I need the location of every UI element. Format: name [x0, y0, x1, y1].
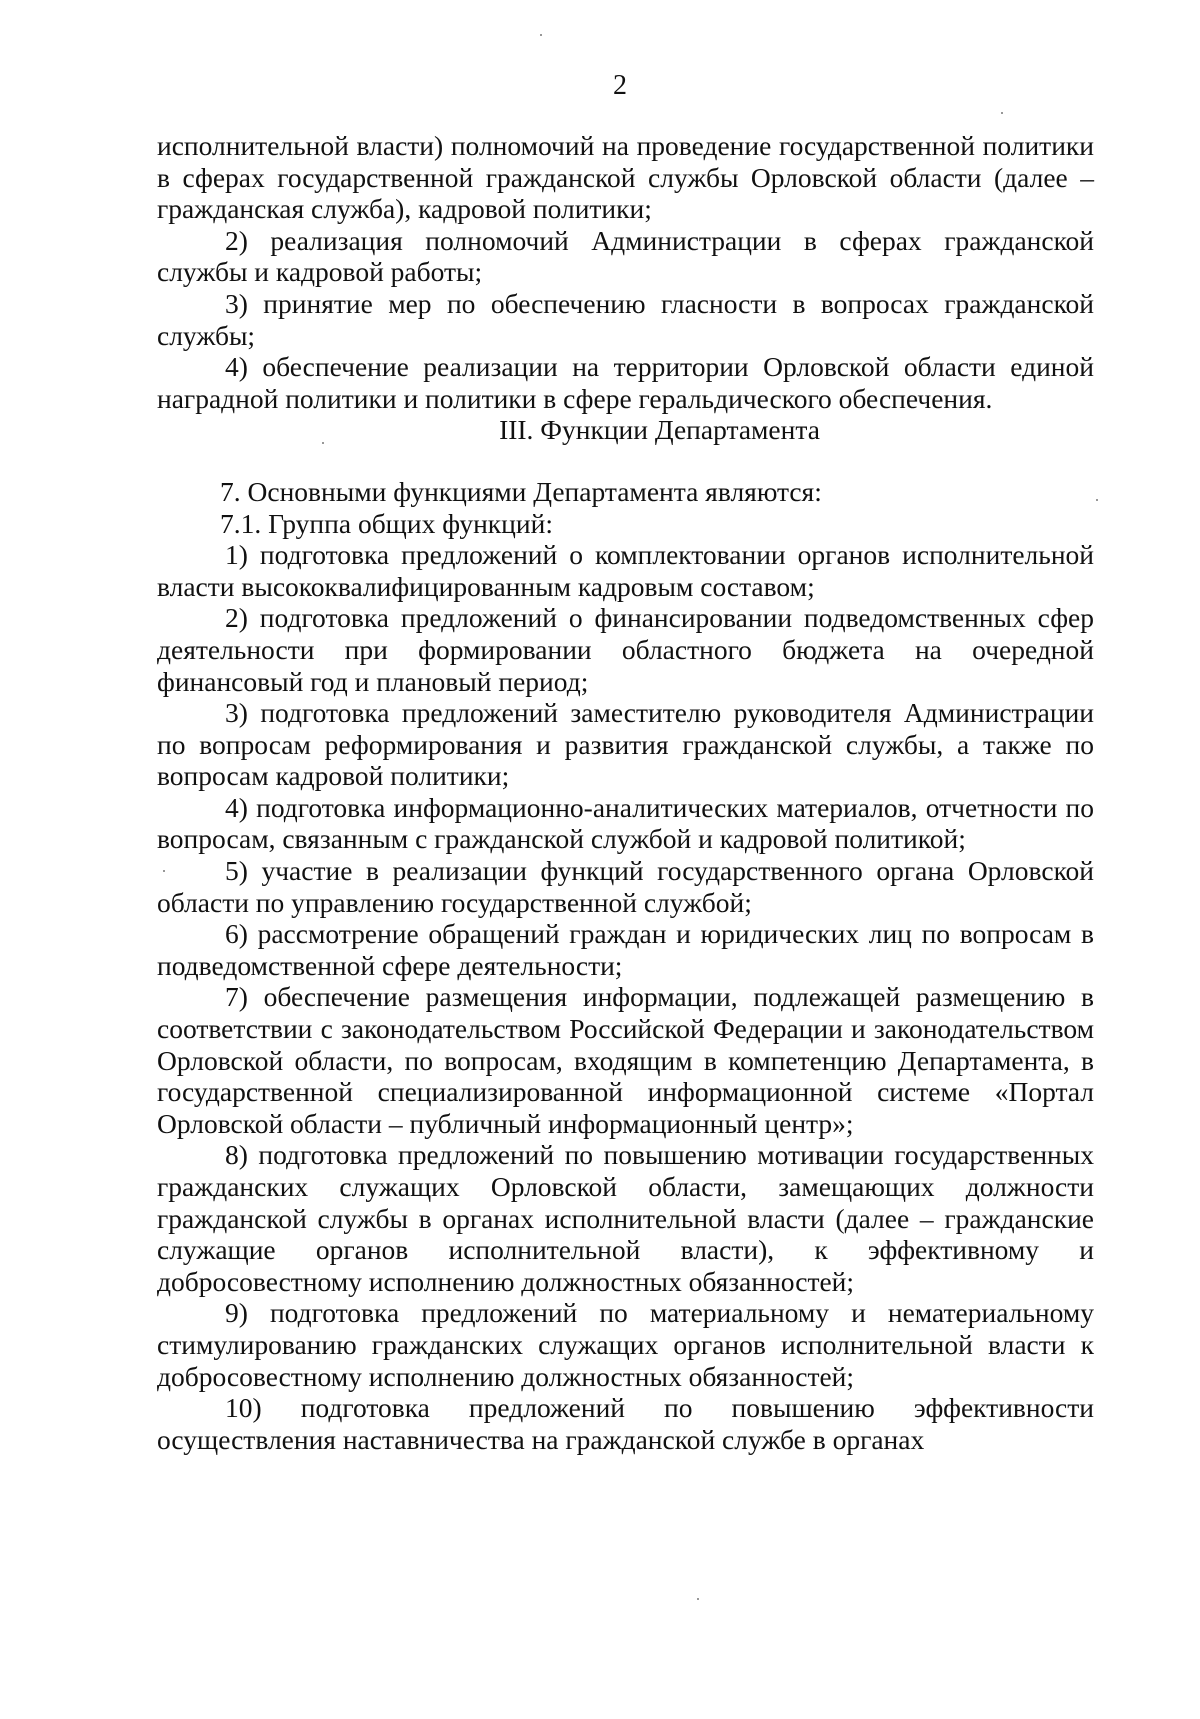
function-item-3: 3) подготовка предложений заместителю руководителя Администрации по вопросам реформирования и развития гражданской службы, а также по вопросам кадровой политики;: [157, 697, 1094, 792]
list-item-2: 2) реализация полномочий Администрации в сферах гражданской службы и кадровой работы;: [157, 224, 1094, 288]
scan-speck: [163, 870, 165, 872]
function-item-7: 7) обеспечение размещения информации, подлежащей размещению в соответствии с законодательством Российской Федерации и законодательством Орловской области, по вопросам, входящим в компетенцию Департамента, в государственной специализированной информационной системе «Портал Орловской области – публичный информационный центр»;: [157, 981, 1094, 1139]
page-number: 2: [613, 70, 627, 101]
section-heading: III. Функции Департамента: [499, 414, 820, 446]
function-item-5: 5) участие в реализации функций государственного органа Орловской области по управлению государственной службой;: [157, 855, 1094, 918]
scan-speck: [540, 34, 542, 36]
paragraph-continuation: исполнительной власти) полномочий на проведение государственной политики в сферах государственной гражданской службы Орловской области (далее – гражданская служба), кадровой политики;: [157, 130, 1094, 225]
function-item-10: 10) подготовка предложений по повышению эффективности осуществления наставничества на гражданской службе в органах: [157, 1392, 1094, 1455]
function-item-1: 1) подготовка предложений о комплектовании органов исполнительной власти высококвалифицированным кадровым составом;: [157, 539, 1094, 602]
general-functions-group: 7.1. Группа общих функций:: [220, 507, 553, 539]
function-item-2: 2) подготовка предложений о финансировании подведомственных сфер деятельности при формировании областного бюджета на очередной финансовый год и плановый период;: [157, 602, 1094, 697]
scan-speck: [697, 1598, 699, 1600]
scan-speck: [1001, 112, 1003, 114]
scan-speck: [322, 442, 324, 444]
main-functions-intro: 7. Основными функциями Департамента являются:: [220, 475, 822, 507]
function-item-9: 9) подготовка предложений по материальному и нематериальному стимулированию гражданских служащих органов исполнительной власти к добросовестному исполнению должностных обязанностей;: [157, 1297, 1094, 1392]
function-item-8: 8) подготовка предложений по повышению мотивации государственных гражданских служащих Орловской области, замещающих должности гражданской службы в органах исполнительной власти (далее – гражданские служащие органов исполнительной власти), к эффективному и добросовестному исполнению должностных обязанностей;: [157, 1139, 1094, 1297]
function-item-6: 6) рассмотрение обращений граждан и юридических лиц по вопросам в подведомственной сфере деятельности;: [157, 918, 1094, 981]
scan-speck: [1096, 499, 1098, 501]
list-item-3: 3) принятие мер по обеспечению гласности в вопросах гражданской службы;: [157, 287, 1094, 351]
list-item-4: 4) обеспечение реализации на территории Орловской области единой наградной политики и политики в сфере геральдического обеспечения.: [157, 351, 1094, 414]
document-body: [157, 130, 1094, 1455]
function-item-4: 4) подготовка информационно-аналитических материалов, отчетности по вопросам, связанным с гражданской службой и кадровой политикой;: [157, 791, 1094, 855]
